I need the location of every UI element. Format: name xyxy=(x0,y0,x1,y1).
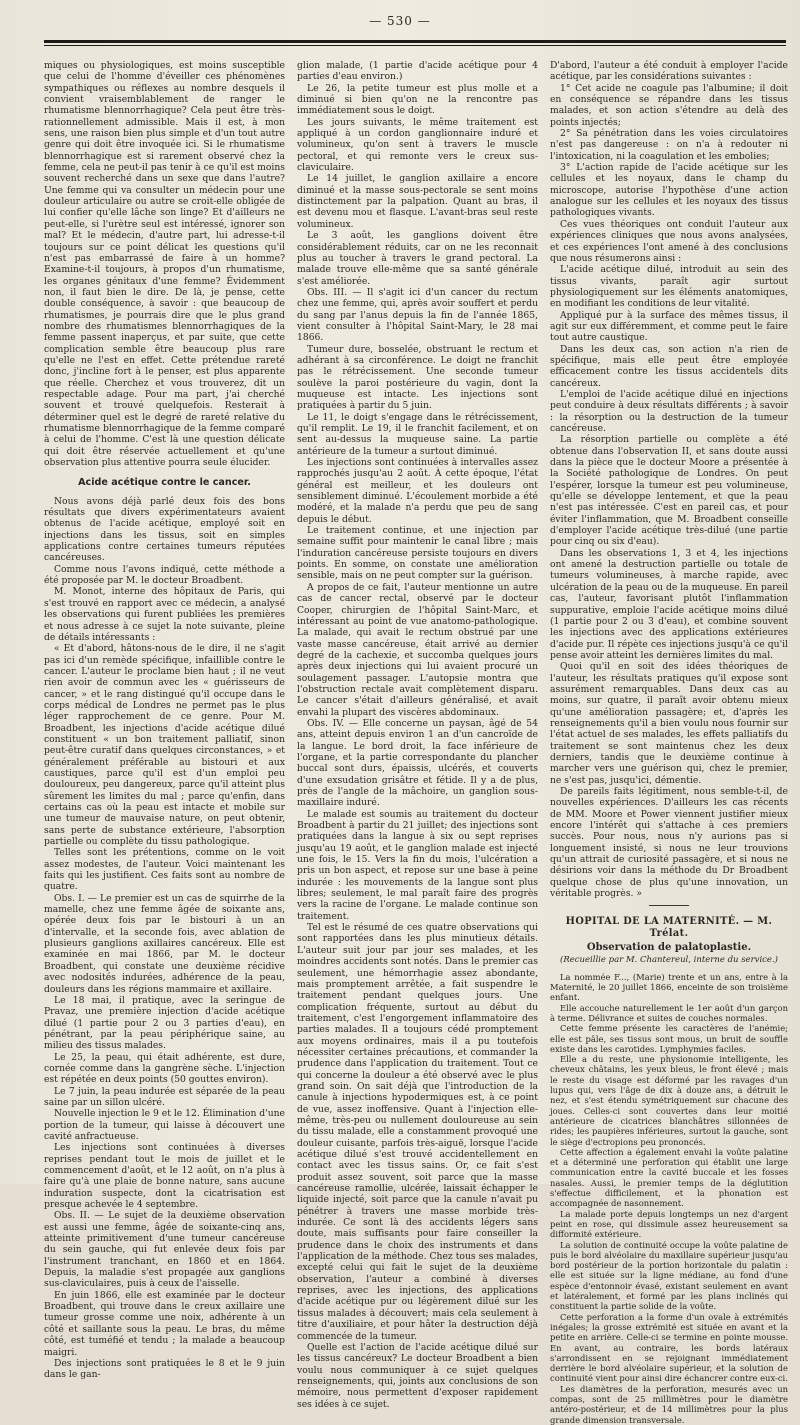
paragraph: 1° Cet acide ne coagule pas l'albumine; il doit en conséquence se répandre dans les tissus malades, et son action s'étendre au delà des points injectés; xyxy=(550,82,788,128)
paragraph: L'emploi de l'acide acétique dilué en injections peut conduire à deux résultats différents ; à savoir : la résorption ou la destruction de la tumeur cancéreuse. xyxy=(550,388,788,434)
column-right xyxy=(550,60,788,1425)
paragraph: Tumeur dure, bosselée, obstruant le rectum et adhérant à sa circonférence. Le doigt ne franchit pas le rétrécissement. Une seconde tumeur soulève la paroi postérieure du vagin, dont la muqueuse est intacte. Les injections sont pratiquées à partir du 5 juin. xyxy=(297,343,538,412)
paragraph: Nous avons déjà parlé deux fois des bons résultats que divers expérimentateurs avaient obtenus de l'acide acétique, employé soit en injections dans les tissus, soit en simples applications contre certaines tumeurs réputées cancéreuses. xyxy=(44,495,285,564)
paragraph: Cette perforation a la forme d'un ovale à extrémités inégales; la grosse extrémité est située en avant et la petite en arrière. Celle-ci se termine en pointe mousse. En avant, au contraire, les bords latéraux s'arrondissent en se rejoignant immédiatement derrière le bord alvéolaire supérieur, et la solution de continuité vient pour ainsi dire échancrer contre eux-ci. xyxy=(550,1311,788,1384)
paragraph: Dans les deux cas, son action n'a rien de spécifique, mais elle peut être employée efficacement contre les tissus accidentels dits cancéreux. xyxy=(550,343,788,389)
paragraph: Obs. IV. — Elle concerne un paysan, âgé de 54 ans, atteint depuis environ 1 an d'un cancroïde de la langue. Le bord droit, la face inférieure de l'organe, et la partie correspondante du plancher buccal sont durs, épaissis, ulcérés, et couverts d'une exsudation grisâtre et fétide. Il y a de plus, près de l'angle de la mâchoire, un ganglion sous-maxillaire induré. xyxy=(297,717,538,809)
paragraph: Le 3 août, les ganglions doivent être considérablement réduits, car on ne les reconnait plus au toucher à travers le grand pectoral. La malade trouve elle-même que sa santé générale s'est améliorée. xyxy=(297,230,538,287)
paragraph: Les injections sont continuées à intervalles assez rapprochés jusqu'au 2 août. À cette époque, l'état général est meilleur, et les douleurs ont sensiblement diminué. L'écoulement morbide a été modéré, et la malade n'a perdu que peu de sang depuis le début. xyxy=(297,457,538,525)
paragraph: Ces vues théoriques ont conduit l'auteur aux expériences cliniques que nous avons analysées, et ces expériences l'ont amené à des conclusions que nous résumerons ainsi : xyxy=(550,218,788,264)
paragraph: Obs. II. — Le sujet de la deuxième observation est aussi une femme, âgée de soixante-cinq ans, atteinte primitivement d'une tumeur cancéreuse du sein gauche, qui fut enlevée deux fois par l'instrument tranchant, en 1860 et en 1864. Depuis, la maladie s'est propagée aux ganglions sus-claviculaires, puis à ceux de l'aisselle. xyxy=(44,1210,285,1290)
paragraph: glion malade, (1 partie d'acide acétique pour 4 parties d'eau environ.) xyxy=(297,60,538,83)
paragraph: Telles sont les prétentions, comme on le voit assez modestes, de l'auteur. Voici maintenant les faits qui les justifient. Ces faits sont au nombre de quatre. xyxy=(44,847,285,893)
header-rule-thin xyxy=(44,45,786,46)
paragraph: La résorption partielle ou complète a été obtenue dans l'observation II, et sans doute aussi dans la pièce que le docteur Moore a présentée à la Société pathologique de Londres. On peut l'espérer, lorsque la tumeur est peu volumineuse, qu'elle se développe lentement, et que la peau n'est pas intéressée. C'est en pareil cas, et pour éviter l'inflammation, que M. Broadbent conseille d'employer l'acide acétique très-dilué (une partie pour cinq ou six d'eau). xyxy=(550,434,788,548)
paragraph: Le 26, la petite tumeur est plus molle et a diminué si bien qu'on ne la rencontre pas immédiatement sous le doigt. xyxy=(297,82,538,117)
paragraph: Le 14 juillet, le ganglion axillaire a encore diminué et la masse sous-pectorale se sent moins distinctement par la palpation. Quant au bras, il est devenu mou et flasque. L'avant-bras seul reste volumineux. xyxy=(297,173,538,230)
paragraph: Le 18 mai, il pratique, avec la seringue de Pravaz, une première injection d'acide acétique dilué (1 partie pour 2 ou 3 parties d'eau), en pénétrant, par la peau périphérique saine, au milieu des tissus malades. xyxy=(44,994,285,1052)
paragraph: Des injections sont pratiquées le 8 et le 9 juin dans le gan- xyxy=(44,1357,285,1381)
paragraph: Les injections sont continuées à diverses reprises pendant tout le mois de juillet et le commencement d'août, et le 12 août, on n'a plus à faire qu'à une plaie de bonne nature, sans aucune induration suspecte, dont la cicatrisation est presque achevée le 4 septembre. xyxy=(44,1142,285,1211)
header-rule xyxy=(44,40,786,43)
paragraph: A propos de ce fait, l'auteur mentionne un autre cas de cancer rectal, observé par le docteur Cooper, chirurgien de l'hôpital Saint-Marc, et intéressant au point de vue anatomo-pathologique. La malade, qui avait le rectum obstrué par une vaste masse cancéreuse, était arrivé au dernier degré de la cachexie, et succomba quelques jours après deux injections qui lui avaient procuré un soulagement passager. L'autopsie montra que l'obstruction rectale avait complètement disparu. Le cancer s'était d'ailleurs généralisé, et avait envahi la plupart des viscères abdominaux. xyxy=(297,581,538,718)
paragraph: M. Monot, interne des hôpitaux de Paris, qui s'est trouvé en rapport avec ce médecin, a analysé les observations qui furent publiées les premières et nous adresse à ce sujet la note suivante, pleine de détails intéressants : xyxy=(44,586,285,643)
column-middle xyxy=(297,60,538,1410)
paragraph: Dans les observations 1, 3 et 4, les injections ont amené la destruction partielle ou totale de tumeurs volumineuses, à marche rapide, avec ulcération de la peau ou de la muqueuse. En pareil cas, l'auteur, favorisant plutôt l'inflammation suppurative, emploie l'acide acétique moins dilué (1 partie pour 2 ou 3 d'eau), et combine souvent les injections avec des applications extérieures d'acide pur. Il répète ces injections jusqu'à ce qu'il pense avoir atteint les dernières limites du mal. xyxy=(550,547,788,661)
hospital-heading: HOPITAL DE LA MATERNITÉ. — M. Trélat. xyxy=(565,916,773,939)
paragraph: Comme nous l'avons indiqué, cette méthode a été proposée par M. le docteur Broadbent. xyxy=(44,563,285,587)
section-title-acide-acetique: Acide acétique contre le cancer. xyxy=(78,477,251,489)
observation-title: Observation de palatoplastie. xyxy=(586,942,752,954)
paragraph: Le traitement continue, et une injection par semaine suffit pour maintenir le canal libre ; mais l'induration cancéreuse persiste toujours en divers points. En somme, on constate une amélioration sensible, mais on ne peut compter sur la guérison. xyxy=(297,525,538,582)
paragraph: « Et d'abord, hâtons-nous de le dire, il ne s'agit pas ici d'un remède spécifique, infaillible contre le cancer. L'auteur le proclame bien haut ; il ne veut rien avoir de commun avec les « guérisseurs de cancer, » et le rang distingué qu'il occupe dans le corps médical de Londres ne permet pas le plus léger rapprochement de ce genre. Pour M. Broadbent, les injections d'acide acétique dilué constituent « un bon traitement palliatif, sinon peut-être curatif dans quelques circonstances, » et généralement préférable au bistouri et aux caustiques, parce qu'il est d'un emploi peu douloureux, peu dangereux, parce qu'il atteint plus sûrement les limites du mal ; parce qu'enfin, dans certains cas où la peau est intacte et mobile sur une tumeur de mauvaise nature, on peut obtenir, sans perte de substance extérieure, l'absorption partielle ou complète du tissu pathologique. xyxy=(44,643,285,848)
case-report xyxy=(550,972,788,1425)
paragraph: Nouvelle injection le 9 et le 12. Élimination d'une portion de la tumeur, qui laisse à découvert une cavité anfractueuse. xyxy=(44,1108,285,1142)
paragraph: Les jours suivants, le même traitement est appliqué à un cordon ganglionnaire induré et volumineux, qu'on sent à travers le muscle pectoral, et qui remonte vers le creux sus-claviculaire. xyxy=(297,116,538,174)
paragraph: Quoi qu'il en soit des idées théoriques de l'auteur, les résultats pratiques qu'il expose sont assurément remarquables. Dans deux cas au moins, sur quatre, il paraît avoir obtenu mieux qu'une amélioration passagère; et, d'après les renseignements qu'il a bien voulu nous fournir sur l'état actuel de ses malades, les effets palliatifs du traitement se sont maintenus chez les deux derniers, tandis que le deuxième continue à marcher vers une guérison qui, chez le premier, ne s'est pas, jusqu'ici, démentie. xyxy=(550,661,788,786)
paragraph: Le malade est soumis au traitement du docteur Broadbent à partir du 21 juillet; des injections sont pratiquées dans la langue à six ou sept reprises jusqu'au 19 août, et le ganglion malade est injecté une fois, le 15. Vers la fin du mois, l'ulcération a pris un bon aspect, et repose sur une base à peine indurée : les mouvements de la langue sont plus libres; seulement, le mal paraît faire des progrès vers la racine de l'organe. Le malade continue son traitement. xyxy=(297,808,538,922)
paragraph: Appliqué pur à la surface des mêmes tissus, il agit sur eux différemment, et comme peut le faire tout autre caustique. xyxy=(550,309,788,344)
paragraph: Cette femme présente les caractères de l'anémie; elle est pâle, ses tissus sont mous, un bruit de souffle existe dans les carotides. Lymphymies faciles. xyxy=(550,1023,788,1054)
attribution: (Recueillie par M. Chantereul, interne du service.) xyxy=(560,955,778,966)
paragraph: La malade porte depuis longtemps un nez d'argent peint en rose, qui dissimule assez heureusement sa difformité extérieure. xyxy=(550,1208,788,1240)
paragraph: miques ou physiologiques, est moins susceptible que celui de l'homme d'éveiller ces phénomènes sympathiques ou réflexes au nombre desquels il convient vraisemblablement de ranger le rhumatisme blennorrhagique? Cela peut être très-rationnellement admissible. Mais il est, à mon sens, une raison bien plus simple et d'un tout autre genre qui doit être invoquée ici. Si le rhumatisme blennorrhagique est si rarement observé chez la femme, cela ne peut-il pas tenir à ce qu'il est moins souvent recherché dans un sexe que dans l'autre? Une femme qui va consulter un médecin pour une douleur articulaire ou autre se croit-elle obligée de lui confier qu'elle lâche son linge? Et d'ailleurs ne peut-elle, si l'urètre seul est intéressé, ignorer son mal? Et le médecin, d'autre part, lui adresse-t-il toujours sur ce point délicat les questions qu'il n'est pas embarrassé de faire à un homme? Examine-t-il toujours, à propos d'un rhumatisme, les organes génitaux d'une femme? Évidemment non, il faut bien le dire. De là, je pense, cette double conséquence, à savoir : que beaucoup de rhumatismes, je pourrais dire que le plus grand nombre des rhumatismes blennorrhagiques de la femme passent inaperçus, et par suite, que cette complication semble être beaucoup plus rare qu'elle ne l'est en effet. Cette prétendue rareté donc, j'incline fort à le penser, est plus apparente que réelle. Cherchez et vous trouverez, dit un respectable adage. Pour ma part, j'ai cherché souvent et trouvé quelquefois. Resterait à déterminer quel est le degré de rareté relative du rhumatisme blennorrhagique de la femme comparé à celui de l'homme. C'est là une question délicate qui doit être réservée actuellement et qu'une observation plus attentive pourra seule élucider. xyxy=(44,60,285,469)
paragraph: De pareils faits légitiment, nous semble-t-il, de nouvelles expériences. D'ailleurs les cas récents de MM. Moore et Power viennent justifier mieux encore l'intérêt qui s'attache à ces premiers succès. Pour nous, nous n'y aurions pas si longuement insisté, si nous ne leur trouvions qu'un attrait de curiosité passagère, et si nous ne désirions voir dans la méthode du Dr Broadbent quelque chose de plus qu'une innovation, un véritable progrès. » xyxy=(550,786,788,900)
paragraph: Obs. I. — Le premier est un cas de squirrhe de la mamelle, chez une femme âgée de soixante ans, opérée deux fois par le bistouri à un an d'intervalle, et la seconde fois, avec ablation de plusieurs ganglions axillaires cancéreux. Elle est examinée en mai 1866, par M. le docteur Broadbent, qui constate une deuxième récidive avec nodosités indurées, adhérence de la peau, douleurs dans les régions mammaire et axillaire. xyxy=(44,892,285,995)
paragraph: 3° L'action rapide de l'acide acétique sur les cellules et les noyaux, dans le champ du microscope, autorise l'hypothèse d'une action analogue sur les cellules et les noyaux des tissus pathologiques vivants. xyxy=(550,162,788,219)
paragraph: Le 25, la peau, qui était adhérente, est dure, cornée comme dans la gangrène sèche. L'injection est répétée en deux points (50 gouttes environ). xyxy=(44,1051,285,1086)
paragraph: Tel est le résumé de ces quatre observations qui sont rapportées dans les plus minutieux détails. L'auteur suit jour par jour ses malades, et les moindres accidents sont notés. Dans le premier cas seulement, une hémorrhagie assez abondante, mais promptement arrêtée, a fait suspendre le traitement pendant quelques jours. Une complication fréquente, surtout au début du traitement, c'est l'engorgement inflammatoire des parties malades. Il a toujours cédé promptement aux moyens ordinaires, mais il a pu toutefois nécessiter certaines précautions, et commander la prudence dans l'application du traitement. Tout ce qui concerne la douleur a été observé avec le plus grand soin. On sait déjà que l'introduction de la canule à injections hypodermiques est, à ce point de vue, assez inoffensive. Quant à l'injection elle-même, très-peu ou nullement douloureuse au sein du tissu malade, elle a constamment provoqué une douleur cuisante, parfois très-aiguë, lorsque l'acide acétique dilué s'est trouvé accidentellement en contact avec les tissus sains. Or, ce fait s'est produit assez souvent, soit parce que la masse cancéreuse ramollie, ulcérée, laissait échapper le liquide injecté, soit parce que la canule n'avait pu pénétrer à travers une masse morbide très-indurée. Ce sont là des accidents légers sans doute, mais suffisants pour faire conseiller la prudence dans le choix des instruments et dans l'application de la méthode. Chez tous ses malades, excepté celui qui fait le sujet de la deuxième observation, l'auteur a combiné à diverses reprises, avec les injections, des applications d'acide acétique pur ou légèrement dilué sur les tissus malades à découvert; mais cela seulement à titre d'auxiliaire, et pour hâter la destruction déjà commencée de la tumeur. xyxy=(297,922,538,1342)
paragraph: Les diamètres de la perforation, mesurés avec un compas, sont de 25 millimètres pour le diamètre antéro-postérieur, et de 14 millimètres pour la plus grande dimension transversale. xyxy=(550,1383,788,1425)
paragraph: Quelle est l'action de l'acide acétique dilué sur les tissus cancéreux? Le docteur Broadbent a bien voulu nous communiquer à ce sujet quelques renseignements, qui, joints aux conclusions de son mémoire, nous permettent d'exposer rapidement ses idées à ce sujet. xyxy=(297,1341,538,1410)
paragraph: Elle accouche naturellement le 1er août d'un garçon à terme. Délivrance et suites de couches normales. xyxy=(550,1002,788,1023)
column-left xyxy=(44,60,285,1381)
section-divider xyxy=(649,905,689,906)
paragraph: 2° Sa pénétration dans les voies circulatoires n'est pas dangereuse : on n'a à redouter ni l'intoxication, ni la coagulation et les embolies; xyxy=(550,128,788,162)
paragraph: Le 11, le doigt s'engage dans le rétrécissement, qu'il remplit. Le 19, il le franchit facilement, et on sent au-dessus la muqueuse saine. La partie antérieure de la tumeur a surtout diminué. xyxy=(297,411,538,457)
paragraph: L'acide acétique dilué, introduit au sein des tissus vivants, paraît agir surtout physiologiquement sur les éléments anatomiques, en modifiant les conditions de leur vitalité. xyxy=(550,264,788,310)
paragraph: Obs. III. — Il s'agit ici d'un cancer du rectum chez une femme, qui, après avoir souffert et perdu du sang par l'anus depuis la fin de l'année 1865, vient consulter à l'hôpital Saint-Mary, le 28 mai 1866. xyxy=(297,286,538,344)
paragraph: Elle a du reste, une physionomie intelligente, les cheveux châtains, les yeux bleus, le front élevé ; mais le reste du visage est déformé par les ravages d'un lupus qui, vers l'âge de dix à douze ans, a détruit le nez, et s'est étendu symétriquement sur chacune des joues. Celles-ci sont couvertes dans leur moitié antérieure de cicatrices blanchâtres sillonnées de rides; les paupières inférieures, surtout la gauche, sont le siège d'ectropions peu prononcés. xyxy=(550,1054,788,1147)
page-number: — 530 — xyxy=(369,14,431,28)
paragraph: La nommée F..., (Marie) trente et un ans, entre à la Maternité, le 20 juillet 1866, enceinte de son troisième enfant. xyxy=(550,971,788,1003)
paragraph: Cette affection a également envahi la voûte palatine et a déterminé une perforation qui établit une large communication entre la cavité buccale et les fosses nasales. Aussi, le premier temps de la déglutition s'effectue difficilement, et la phonation est accompagnée de nasonnement. xyxy=(550,1146,788,1209)
paragraph: D'abord, l'auteur a été conduit à employer l'acide acétique, par les considérations suivantes : xyxy=(550,60,788,83)
paragraph: La solution de continuité occupe la voûte palatine de puis le bord alvéolaire du maxillaire supérieur jusqu'au bord postérieur de la portion horizontale du palatin : elle est située sur la ligne médiane, au fond d'une espèce d'entonnoir évasé, existant seulement en avant et latéralement, et formé par les plans inclinés qui constituent la partie solide de la voûte. xyxy=(550,1239,788,1312)
paragraph: Le 7 juin, la peau indurée est séparée de la peau saine par un sillon ulcéré. xyxy=(44,1085,285,1108)
paragraph: En juin 1866, elle est examinée par le docteur Broadbent, qui trouve dans le creux axillaire une tumeur grosse comme une noix, adhérente à un côté et saillante sous la peau. Le bras, du même côté, est tuméfié et tendu ; la malade a beaucoup maigri. xyxy=(44,1289,285,1358)
